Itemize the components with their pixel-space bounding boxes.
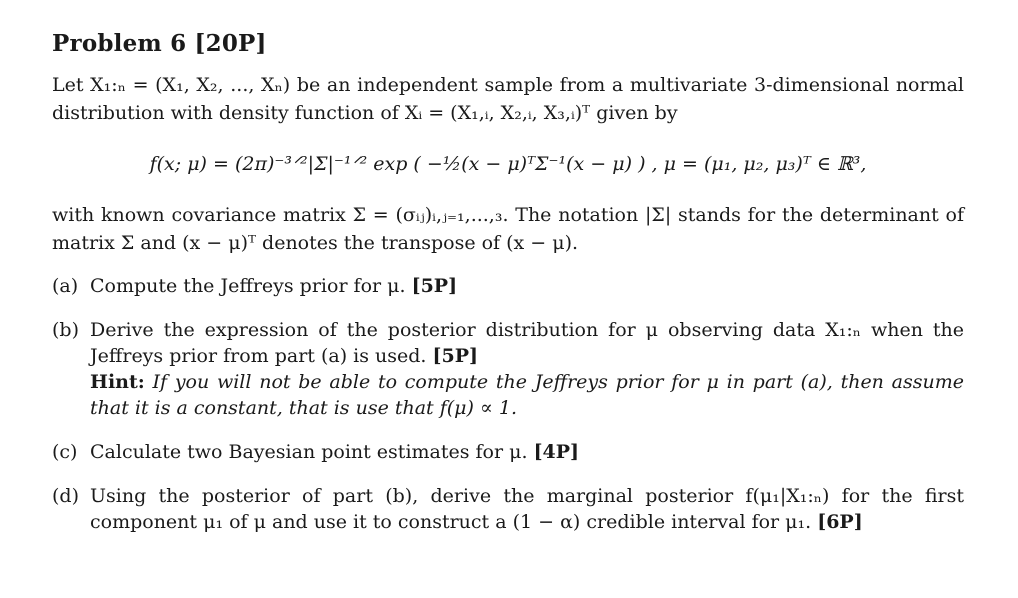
question-points: [5P]: [432, 345, 478, 367]
hint-label: Hint:: [90, 371, 145, 393]
intro-paragraph: Let X₁:ₙ = (X₁, X₂, ..., Xₙ) be an independent sample from a multivariate 3-dimensional normal distribution with density function of Xᵢ = (X₁,ᵢ, X₂,ᵢ, X₃,ᵢ)ᵀ given by: [52, 74, 964, 124]
question-body: [90, 439, 964, 465]
question-c: [52, 439, 964, 465]
question-body: [90, 273, 964, 299]
covariance-paragraph: with known covariance matrix Σ = (σᵢⱼ)ᵢ,ⱼ₌₁,...,₃. The notation |Σ| stands for the determinant of matrix Σ and (x − μ)ᵀ denotes the transpose of (x − μ).: [52, 204, 964, 254]
problem-title: Problem 6 [20P]: [52, 30, 267, 57]
question-label: (a): [52, 275, 79, 297]
question-text: Compute the Jeffreys prior for μ.: [90, 275, 406, 297]
question-text: Using the posterior of part (b), derive the marginal posterior f(μ₁|X₁:ₙ) for the first component μ₁ of μ and use it to construct a (1 − α) credible interval for μ₁.: [90, 485, 964, 533]
question-label: (c): [52, 441, 78, 463]
question-points: [5P]: [411, 275, 458, 297]
question-points: [6P]: [817, 511, 863, 533]
question-body: [90, 317, 964, 421]
hint-text: If you will not be able to compute the Jeffreys prior for μ in part (a), then assume that it is a constant, that is use that f(μ) ∝ 1.: [90, 371, 964, 419]
density-equation: f(x; μ) = (2π)⁻³ᐟ²|Σ|⁻¹ᐟ² exp ( −½(x − μ)ᵀΣ⁻¹(x − μ) ) , μ = (μ₁, μ₂, μ₃)ᵀ ∈ ℝ³,: [149, 153, 867, 175]
problem-page: [52, 30, 964, 553]
question-b: [52, 317, 964, 421]
question-d: [52, 483, 964, 535]
question-label: (d): [52, 485, 79, 507]
question-body: [90, 483, 964, 535]
question-text: Derive the expression of the posterior distribution for μ observing data X₁:ₙ when the Jeffreys prior from part (a) is used.: [90, 319, 964, 367]
question-points: [4P]: [533, 441, 580, 463]
question-a: [52, 273, 964, 299]
question-label: (b): [52, 319, 79, 341]
question-list: [52, 273, 964, 535]
question-text: Calculate two Bayesian point estimates for μ.: [90, 441, 528, 463]
